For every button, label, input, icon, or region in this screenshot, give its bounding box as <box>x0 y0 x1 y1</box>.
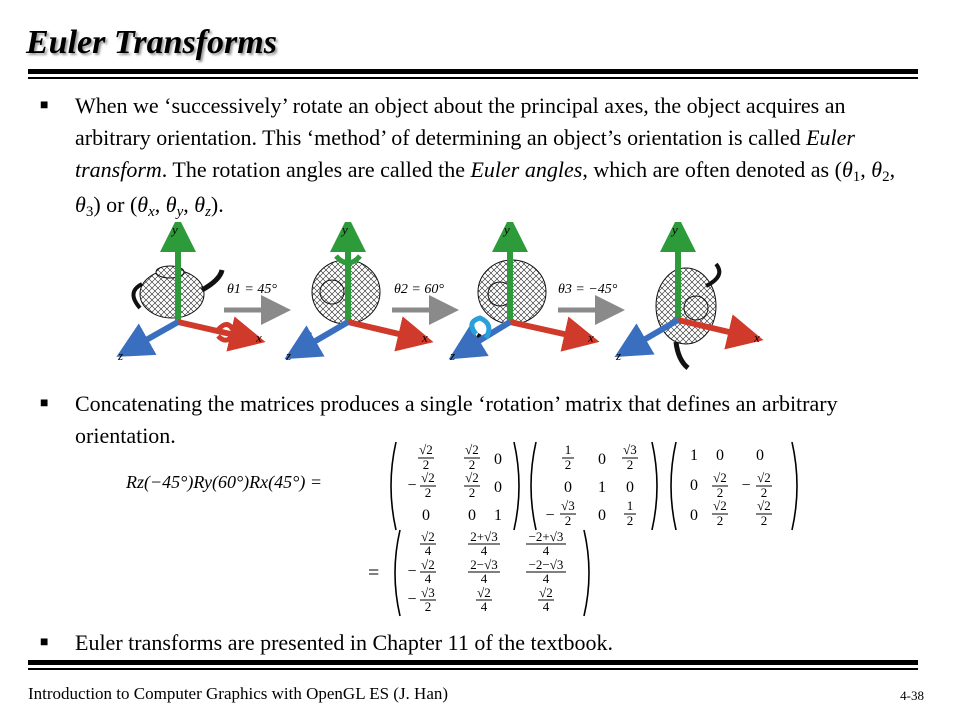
svg-text:2: 2 <box>564 513 572 528</box>
svg-text:√2: √2 <box>757 498 771 513</box>
svg-text:0: 0 <box>690 507 698 524</box>
svg-text:2: 2 <box>626 513 634 528</box>
svg-text:√2: √2 <box>713 470 727 485</box>
svg-text:√2: √2 <box>465 470 479 485</box>
svg-text:√3: √3 <box>561 498 575 513</box>
svg-text:√2: √2 <box>421 470 435 485</box>
page-number: 4-38 <box>900 688 924 703</box>
axis-x-label: x <box>256 330 262 345</box>
title-rule-thin <box>28 77 918 79</box>
axis-x-label: x <box>588 330 594 345</box>
bullet-marker: ■ <box>40 635 49 650</box>
svg-text:2: 2 <box>468 457 476 472</box>
footer-rule-thin <box>28 668 918 670</box>
svg-text:1: 1 <box>598 479 606 496</box>
svg-text:0: 0 <box>598 507 606 524</box>
svg-text:2: 2 <box>760 513 768 528</box>
svg-text:√2: √2 <box>421 557 435 572</box>
euler-rotation-figure <box>110 222 770 372</box>
svg-text:√2: √2 <box>421 529 435 544</box>
svg-text:−2+√3: −2+√3 <box>528 529 564 544</box>
svg-text:0: 0 <box>598 451 606 468</box>
axis-z-label: z <box>616 348 622 363</box>
title-rule-thick <box>28 69 918 74</box>
equation-equals: = <box>368 562 380 584</box>
svg-text:√2: √2 <box>477 585 491 600</box>
svg-text:2: 2 <box>626 457 634 472</box>
svg-text:−: − <box>407 477 417 494</box>
axis-y-label: y <box>172 222 178 237</box>
axis-z-label: z <box>450 348 456 363</box>
svg-text:−: − <box>741 477 751 494</box>
arrow-3-label: θ3 = −45° <box>558 282 618 297</box>
svg-text:1: 1 <box>626 498 634 513</box>
axis-z-label: z <box>118 348 124 363</box>
teapot-stage-4 <box>615 222 760 368</box>
svg-text:√2: √2 <box>757 470 771 485</box>
axis-x-label: x <box>754 330 760 345</box>
svg-text:4: 4 <box>542 543 550 558</box>
arrow-2-label: θ2 = 60° <box>394 282 444 297</box>
svg-text:√2: √2 <box>539 585 553 600</box>
svg-text:−: − <box>545 507 555 524</box>
axis-y-label: y <box>672 222 678 237</box>
axis-y-label: y <box>342 222 348 237</box>
svg-text:2: 2 <box>424 485 432 500</box>
svg-text:1: 1 <box>564 442 572 457</box>
svg-text:0: 0 <box>494 479 502 496</box>
svg-text:√2: √2 <box>713 498 727 513</box>
svg-text:4: 4 <box>542 571 550 586</box>
result-matrix <box>388 526 598 620</box>
svg-text:0: 0 <box>422 507 430 524</box>
svg-text:0: 0 <box>468 507 476 524</box>
axis-z-label: z <box>286 348 292 363</box>
bullet-2-text: Concatenating the matrices produces a single ‘rotation’ matrix that defines an arbitrary orientation. <box>75 391 838 448</box>
svg-text:−: − <box>407 563 417 580</box>
rotation-arrow-1 <box>224 282 277 310</box>
svg-text:−2−√3: −2−√3 <box>528 557 564 572</box>
svg-text:2: 2 <box>468 485 476 500</box>
svg-text:2−√3: 2−√3 <box>470 557 498 572</box>
svg-text:√3: √3 <box>623 442 637 457</box>
svg-text:0: 0 <box>716 447 724 464</box>
svg-text:4: 4 <box>424 543 432 558</box>
svg-text:1: 1 <box>494 507 502 524</box>
svg-text:√2: √2 <box>419 442 433 457</box>
axis-x-label: x <box>422 330 428 345</box>
svg-text:√3: √3 <box>421 585 435 600</box>
svg-text:2+√3: 2+√3 <box>470 529 498 544</box>
svg-text:0: 0 <box>690 477 698 494</box>
svg-text:2: 2 <box>424 599 432 614</box>
svg-text:0: 0 <box>494 451 502 468</box>
axis-y-label: y <box>504 222 510 237</box>
bullet-marker: ■ <box>40 396 49 411</box>
equation-lhs: Rz(−45°)Ry(60°)Rx(45°) = <box>126 472 322 492</box>
svg-text:√2: √2 <box>465 442 479 457</box>
bullet-marker: ■ <box>40 98 49 113</box>
svg-text:4: 4 <box>480 571 488 586</box>
svg-text:2: 2 <box>422 457 430 472</box>
svg-text:4: 4 <box>480 543 488 558</box>
footer-text: Introduction to Computer Graphics with OpenGL ES (J. Han) <box>28 684 449 703</box>
arrow-1-label: θ1 = 45° <box>227 282 277 297</box>
svg-text:2: 2 <box>564 457 572 472</box>
rotation-arrow-2 <box>392 282 444 310</box>
rotation-arrow-3 <box>558 282 618 310</box>
svg-text:0: 0 <box>626 479 634 496</box>
bullet-1-text: When we ‘successively’ rotate an object about the principal axes, the object acquires an arbitrary orientation. This ‘method’ of determining an object’s orientation is called Euler transform. The rotation angles are called the Euler angles, which are often denoted as (θ1, θ2, θ3) or (θx, θy, θz). <box>75 93 896 220</box>
bullet-3-text: Euler transforms are presented in Chapter 11 of the textbook. <box>75 630 614 655</box>
svg-text:2: 2 <box>760 485 768 500</box>
matrix-product <box>384 438 804 534</box>
slide-title: Euler Transforms <box>26 24 277 61</box>
svg-text:1: 1 <box>690 447 698 464</box>
svg-text:−: − <box>407 591 417 608</box>
svg-text:0: 0 <box>564 479 572 496</box>
footer-rule-thick <box>28 660 918 665</box>
svg-text:2: 2 <box>716 513 724 528</box>
svg-text:4: 4 <box>424 571 432 586</box>
svg-text:0: 0 <box>756 447 764 464</box>
svg-text:4: 4 <box>480 599 488 614</box>
svg-text:4: 4 <box>542 599 550 614</box>
svg-text:2: 2 <box>716 485 724 500</box>
